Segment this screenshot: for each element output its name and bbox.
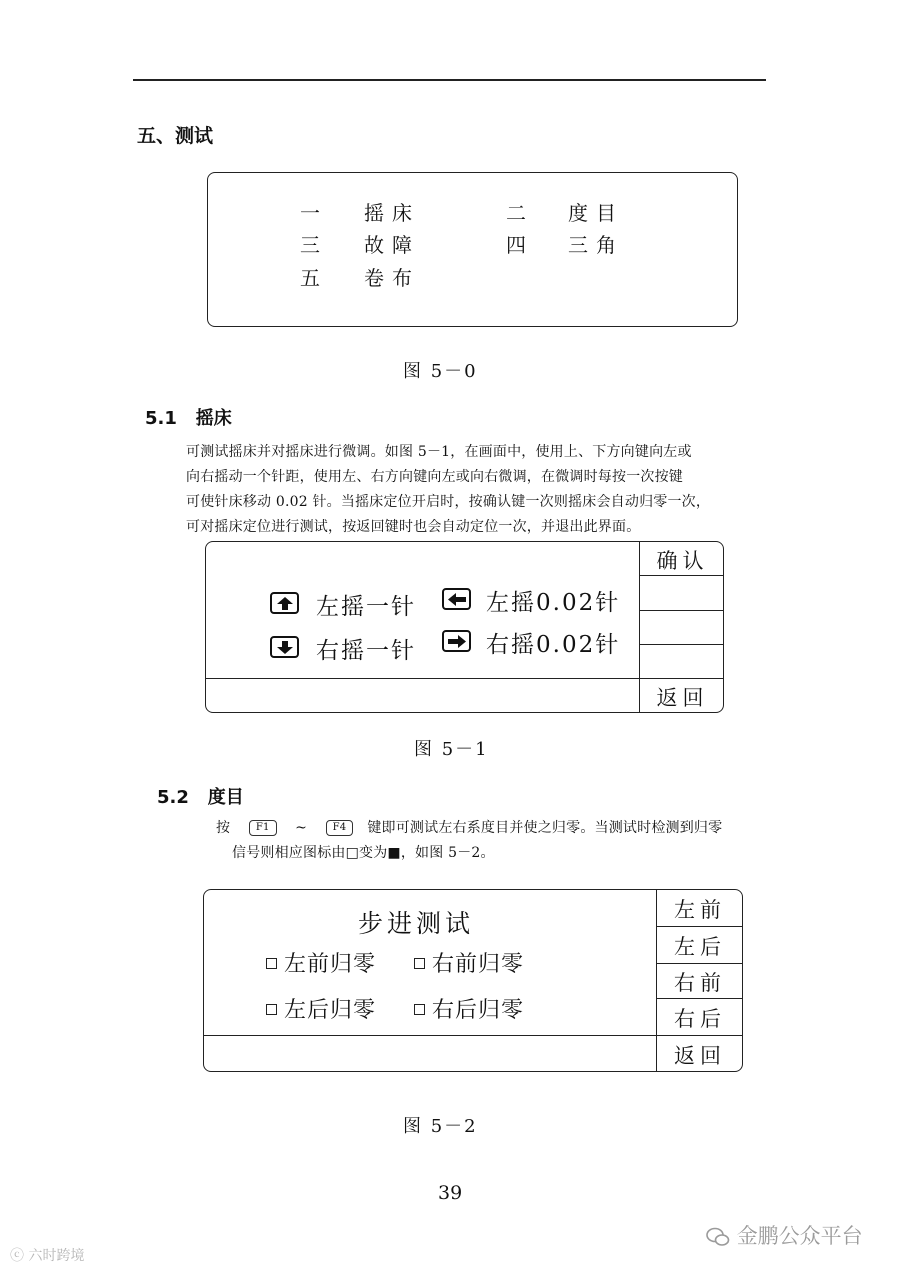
softkey-sep <box>639 644 724 645</box>
shog-test-screen <box>205 541 724 713</box>
page-number: 39 <box>438 1182 463 1204</box>
menu-item-cam-label[interactable]: 三角 <box>568 233 624 257</box>
checkbox-empty-icon <box>266 958 277 969</box>
down-arrow-icon <box>276 640 294 655</box>
status-bar-divider <box>206 678 639 679</box>
shog-left-fine-label: 左摇0.02针 <box>486 590 621 616</box>
up-key[interactable] <box>270 592 299 614</box>
softkey-sep <box>639 678 724 679</box>
down-key[interactable] <box>270 636 299 658</box>
wechat-watermark: 金鹏公众平台 <box>706 1220 863 1250</box>
status-left-back-zero: 左后归零 <box>266 993 376 1024</box>
logo-icon: ⓒ <box>10 1248 24 1264</box>
left-key[interactable] <box>442 588 471 610</box>
softkey-sep <box>639 575 724 576</box>
subsection-heading-5-2: 5.2 度目 <box>157 787 244 808</box>
paragraph-5-2: 按 F1 ~ F4 键即可测试左右系度目并使之归零。当测试时检测到归零 信号则相应图标由□变为■，如图 5－2。 <box>216 820 723 861</box>
paragraph-5-1: 可测试摇床并对摇床进行微调。如图 5－1，在画面中，使用上、下方向键向左或 向右摇动一个针距，使用左、右方向键向左或向右微调，在微调时每按一次按键 可使针床移动 0.02 针。当摇床定位开启时，按确认键一次则摇床会自动归零一次， 可对摇床定位进行测试，按返回键时也会自动定位一次，并退出此界面。 <box>186 444 711 535</box>
confirm-softkey[interactable]: 确认 <box>656 549 709 573</box>
right-key[interactable] <box>442 630 471 652</box>
checkbox-empty-icon <box>414 1004 425 1015</box>
softkey-sep <box>656 998 742 999</box>
softkey-sep <box>656 1035 742 1036</box>
header-rule <box>133 79 766 81</box>
corner-watermark: ⓒ 六时跨境 <box>10 1248 85 1264</box>
softkey-right-front[interactable]: 右前 <box>674 971 726 995</box>
menu-item-stitch-label[interactable]: 度目 <box>568 201 624 225</box>
softkey-right-back[interactable]: 右后 <box>674 1007 726 1031</box>
right-arrow-icon <box>447 634 467 649</box>
test-menu-panel <box>207 172 738 327</box>
status-left-front-zero: 左前归零 <box>266 947 376 978</box>
shog-left-one-needle-label: 左摇一针 <box>316 594 416 620</box>
screen-title: 步进测试 <box>358 909 475 938</box>
subsection-heading-5-1: 5.1 摇床 <box>145 408 232 429</box>
softkey-sep <box>656 926 742 927</box>
shog-right-fine-label: 右摇0.02针 <box>486 632 621 658</box>
softkey-sep <box>639 610 724 611</box>
figure-caption-5-2: 图 5－2 <box>403 1116 478 1137</box>
checkbox-empty-icon <box>266 1004 277 1015</box>
shog-right-one-needle-label: 右摇一针 <box>316 638 416 664</box>
stitch-test-screen <box>203 889 743 1072</box>
softkey-left-back[interactable]: 左后 <box>674 935 726 959</box>
checkbox-empty-icon <box>414 958 425 969</box>
menu-item-takedown-label[interactable]: 卷布 <box>364 266 420 290</box>
wechat-icon <box>706 1227 730 1247</box>
back-softkey[interactable]: 返回 <box>674 1044 726 1068</box>
figure-caption-5-1: 图 5－1 <box>414 739 489 760</box>
menu-item-3-num: 三 <box>300 233 320 257</box>
status-right-front-zero: 右前归零 <box>414 947 524 978</box>
figure-caption-5-0: 图 5－0 <box>403 361 478 382</box>
status-bar-divider <box>204 1035 656 1036</box>
section-heading: 五、测试 <box>137 125 214 147</box>
menu-item-1-num: 一 <box>300 201 320 225</box>
menu-item-2-num: 二 <box>506 201 526 225</box>
back-softkey[interactable]: 返回 <box>656 686 709 710</box>
menu-item-shog-label[interactable]: 摇床 <box>364 201 420 225</box>
up-arrow-icon <box>276 596 294 611</box>
menu-item-fault-label[interactable]: 故障 <box>364 233 420 257</box>
left-arrow-icon <box>447 592 467 607</box>
f1-key: F1 <box>249 820 277 836</box>
softkey-left-front[interactable]: 左前 <box>674 898 726 922</box>
softkey-sep <box>656 963 742 964</box>
f4-key: F4 <box>326 820 354 836</box>
menu-item-5-num: 五 <box>300 266 320 290</box>
menu-item-4-num: 四 <box>506 233 526 257</box>
status-right-back-zero: 右后归零 <box>414 993 524 1024</box>
